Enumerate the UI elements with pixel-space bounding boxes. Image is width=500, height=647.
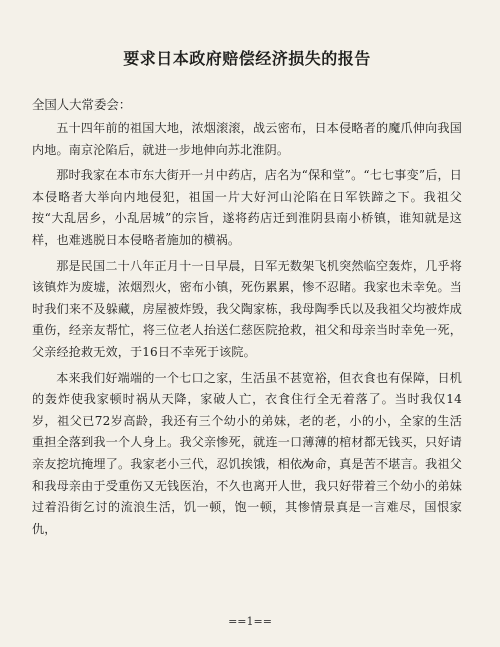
- paragraph-2: 那时我家在本市东大街开一爿中药店，店名为“保和堂”。“七七事变”后，日本侵略者大举向内地侵犯，祖国一片大好河山沦陷在日军铁蹄之下。我祖父按“大乱居乡，小乱居城”的宗旨，遂将药店迁到淮阴县南小桥镇，谁知就是这样，也难逃脱日本侵略者施加的横祸。: [32, 168, 462, 247]
- handwritten-correction-mark: [300, 459, 314, 471]
- salutation: 全国人大常委会：: [32, 97, 132, 112]
- paragraph-3: 那是民国二十八年正月十一日早晨，日军无数架飞机突然临空轰炸，几乎将该镇炸为废墟，浓烟烈火，密布小镇，死伤累累，惨不忍睹。我家也未幸免。当时我们来不及躲藏，房屋被炸毁，我父陶家栋，我母陶季氏以及我祖父均被炸成重伤，经亲友帮忙，将三位老人抬送仁慈医院抢救，祖父和母亲当时幸免一死，父亲经抢救无效，于16日不幸死于该院。: [32, 258, 462, 359]
- document-title: 要求日本政府赔偿经济损失的报告: [123, 49, 371, 68]
- paragraph-1: 五十四年前的祖国大地，浓烟滚滚，战云密布，日本侵略者的魔爪伸向我国内地。南京沦陷后，就进一步地伸向苏北淮阴。: [32, 121, 462, 157]
- page-number: ==1==: [228, 615, 272, 628]
- paragraph-4: 本来我们好端端的一个七口之家，生活虽不甚宽裕，但衣食也有保障，日机的轰炸使我家顿时祸从天降，家破人亡，衣食住行全无着落了。当时我仅14岁，祖父已72岁高龄，我还有三个幼小的弟妹，老的老，小的小，全家的生活重担全落到我一个人身上。我父亲惨死，就连一口薄薄的棺材都无钱买，只好请亲友挖坑掩埋了。我家老小三代，忍饥挨饿，相依为命，真是苦不堪言。我祖父和我母亲由于受重伤又无钱医治，不久也离开人世，我只好带着三个幼小的弟妹过着沿街乞讨的流浪生活，饥一顿，饱一顿，其惨情景真是一言难尽，国恨家仇，: [32, 370, 462, 536]
